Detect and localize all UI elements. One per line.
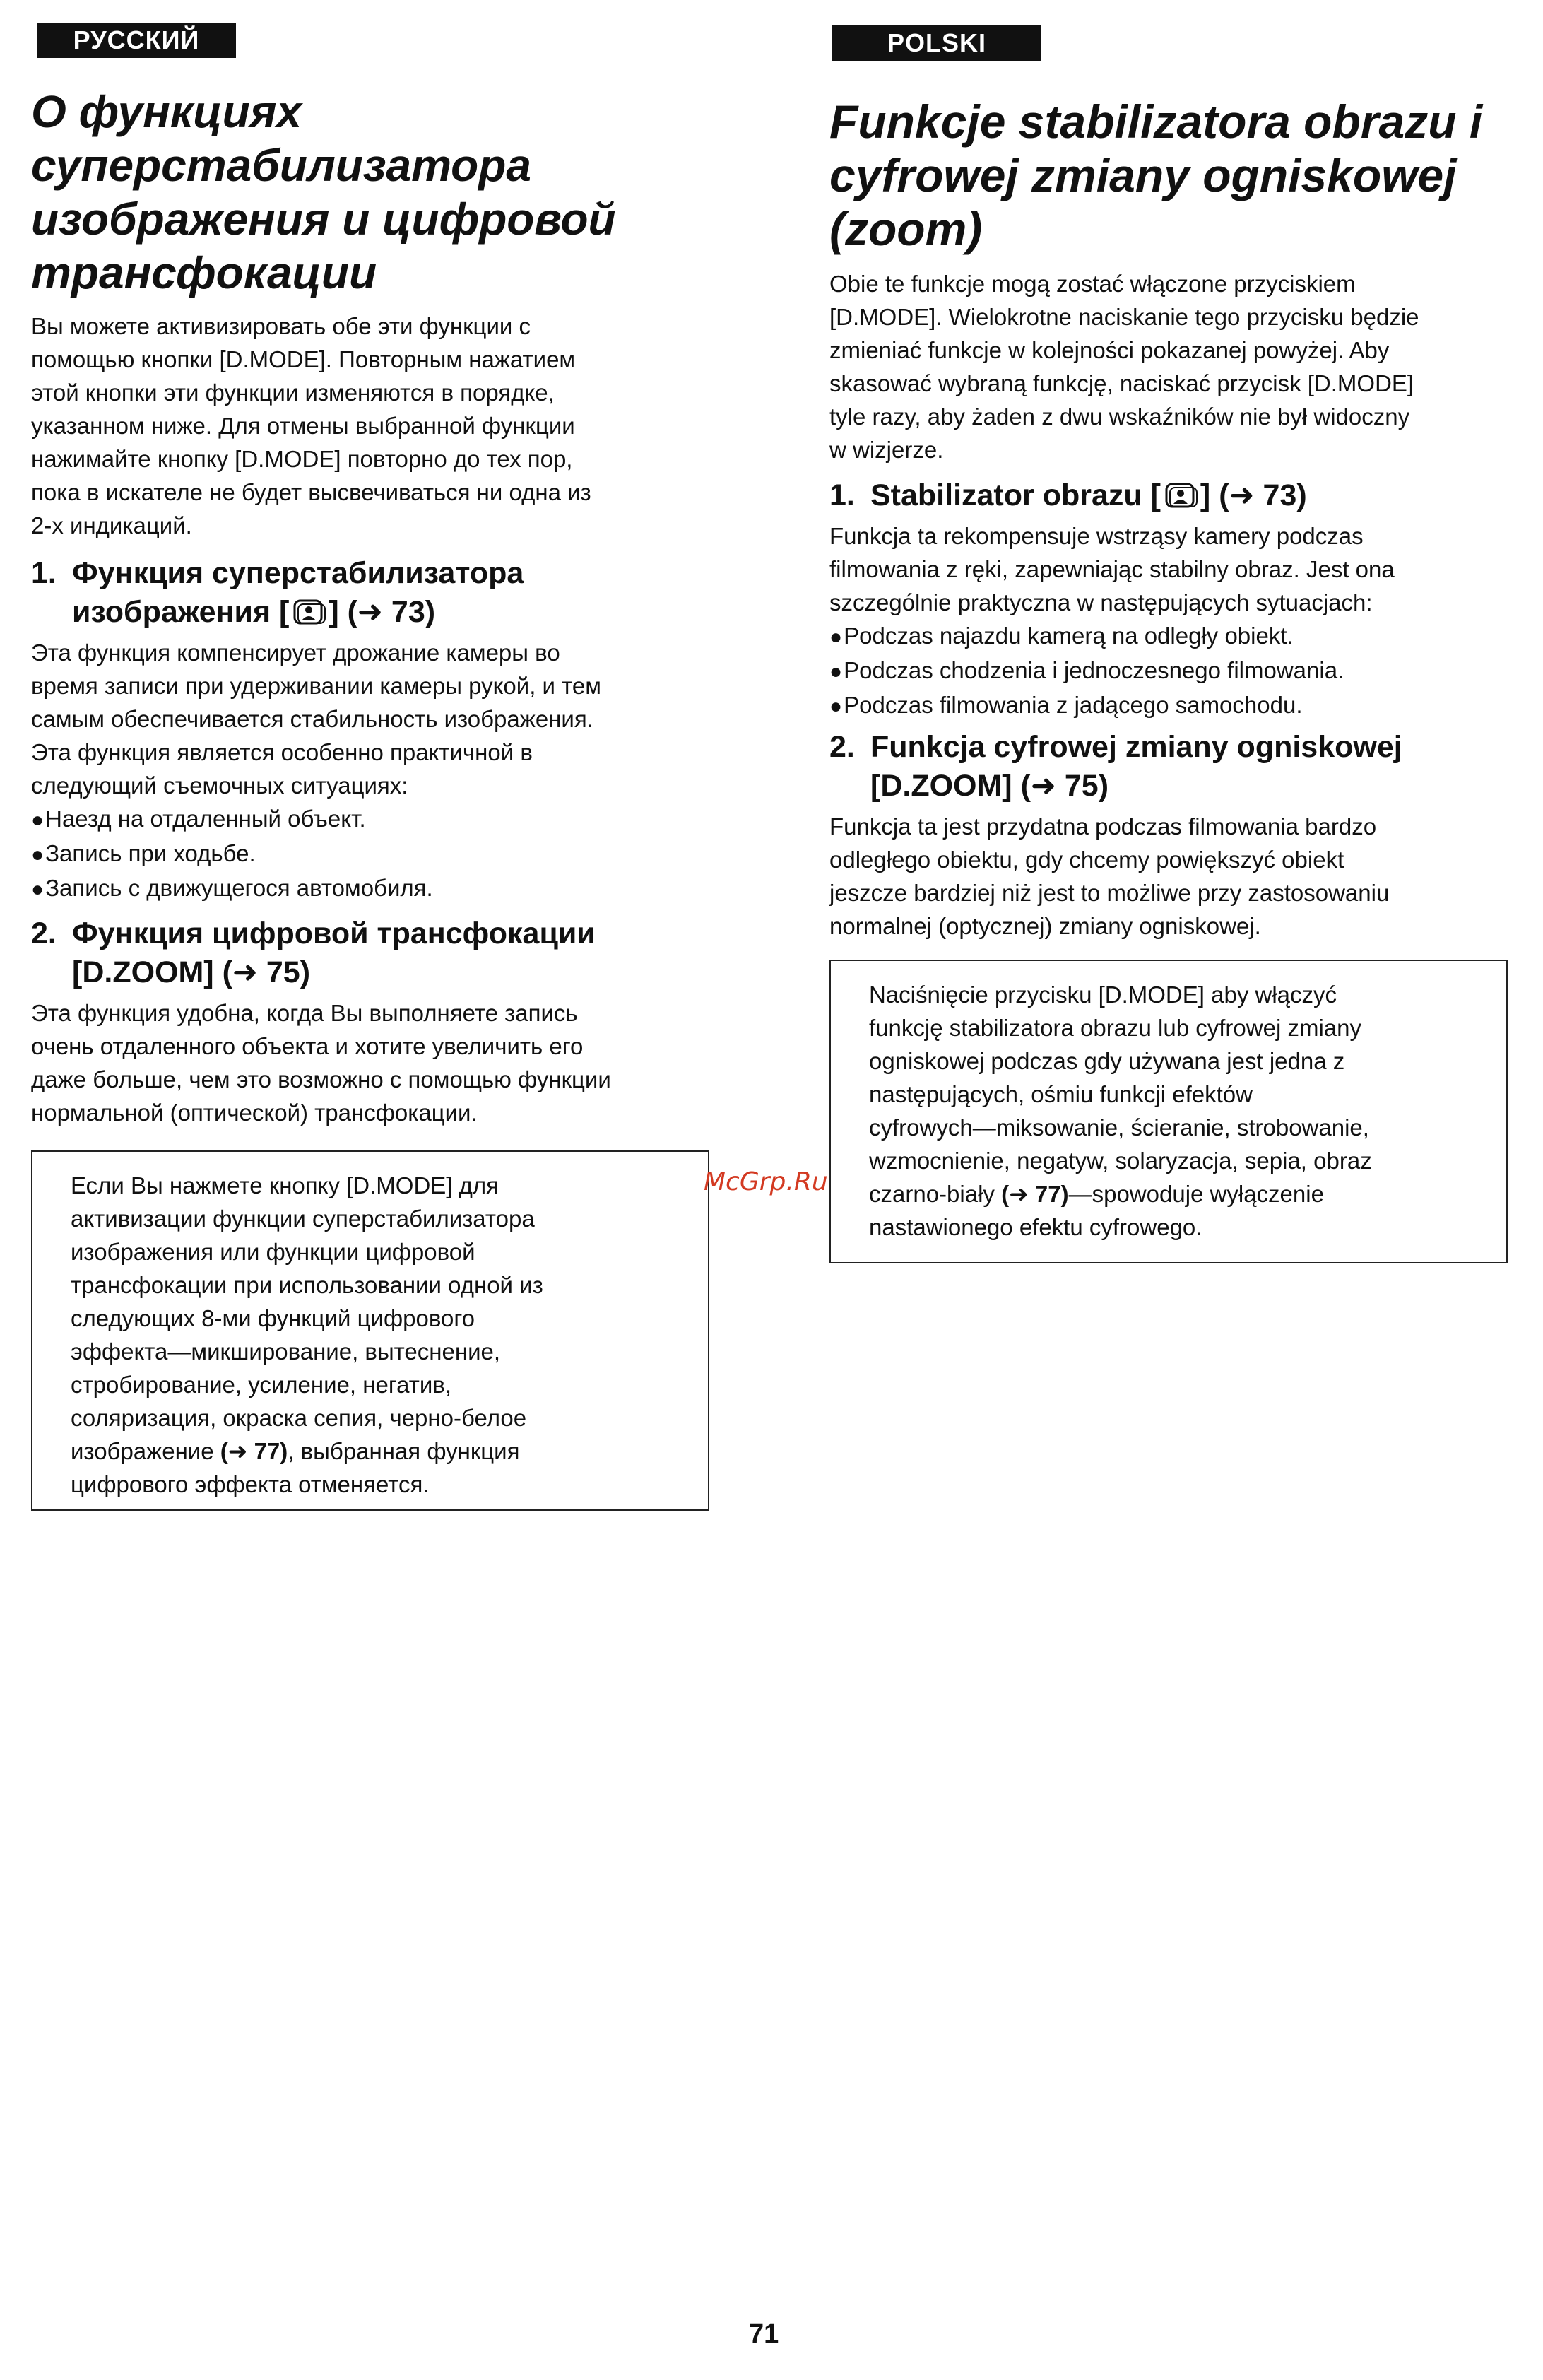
title-line: трансфокации <box>31 247 377 298</box>
heading-line: Stabilizator obrazu [ <box>870 478 1161 512</box>
title-line: cyfrowej zmiany ogniskowej <box>829 149 1457 201</box>
list-item <box>31 802 709 837</box>
text-line: nastawionego efektu cyfrowego. <box>869 1214 1202 1240</box>
text-line: следующий съемочных ситуациях: <box>31 772 408 799</box>
section-text <box>31 636 709 802</box>
bullet-dot: ● <box>829 625 843 649</box>
page-title-polish <box>829 95 1508 256</box>
list-item-text: Запись с движущегося автомобиля. <box>45 875 433 901</box>
list-item <box>829 688 1508 723</box>
language-tab-russian: РУССКИЙ ЯЗЫК <box>37 23 236 58</box>
note-box-polish <box>829 960 1508 1263</box>
bullet-dot: ● <box>31 878 45 901</box>
text-line: помощью кнопки [D.MODE]. Повторным нажатием <box>31 346 576 372</box>
section-stabilizer-russian <box>31 554 709 906</box>
text-line: jeszcze bardziej niż jest to możliwe przy zastosowaniu <box>829 880 1390 906</box>
section-heading <box>829 476 1508 515</box>
text-line: filmowania z ręki, zapewniając stabilny obraz. Jest ona <box>829 556 1395 582</box>
text-line: funkcję stabilizatora obrazu lub cyfrowej zmiany <box>869 1015 1361 1041</box>
text-line: указанном ниже. Для отмены выбранной функции <box>31 413 575 439</box>
text-line: Эта функция является особенно практичной в <box>31 739 533 765</box>
text-line: Эта функция компенсирует дрожание камеры во <box>31 640 560 666</box>
text-line: w wizjerze. <box>829 437 944 463</box>
intro-paragraph-polish <box>829 267 1508 466</box>
language-tab-polish: POLSKI <box>832 25 1041 61</box>
section-number: 1. <box>829 478 855 512</box>
text-line: następujących, ośmiu funkcji efektów <box>869 1081 1253 1107</box>
text-line: самым обеспечивается стабильность изображения. <box>31 706 593 732</box>
list-item-text: Podczas filmowania z jadącego samochodu. <box>844 692 1303 718</box>
intro-paragraph-russian <box>31 310 709 542</box>
section-dzoom-russian <box>31 914 709 1129</box>
text-line: этой кнопки эти функции изменяются в порядке, <box>31 379 555 406</box>
stabilizer-mode-icon <box>292 598 326 626</box>
text-line: wzmocnienie, negatyw, solaryzacja, sepia, obraz <box>869 1148 1372 1174</box>
text-line: Вы можете активизировать обе эти функции с <box>31 313 531 339</box>
text-line: изображения или функции цифровой <box>71 1239 475 1265</box>
list-item-text: Запись при ходьбе. <box>45 840 256 866</box>
bullet-list <box>829 619 1508 723</box>
text-line: соляризация, окраска сепия, черно-белое <box>71 1405 527 1431</box>
text-line: szczególnie praktyczna w następujących sytuacjach: <box>829 589 1373 615</box>
list-item <box>829 654 1508 688</box>
page-number: 71 <box>749 2319 779 2349</box>
bullet-dot: ● <box>31 808 45 832</box>
list-item-text: Podczas najazdu kamerą na odległy obiekt. <box>844 623 1294 649</box>
page-reference: (➜ 77) <box>1001 1181 1069 1207</box>
watermark: McGrp.Ru <box>704 1167 828 1196</box>
text-line: активизации функции суперстабилизатора <box>71 1206 535 1232</box>
title-line: Funkcje stabilizatora obrazu i <box>829 95 1483 148</box>
text-line: пока в искателе не будет высвечиваться ни одна из <box>31 479 591 505</box>
text-line: нажимайте кнопку [D.MODE] повторно до тех пор, <box>31 446 573 472</box>
text-line: следующих 8-ми функций цифрового <box>71 1305 475 1331</box>
section-heading <box>31 554 709 632</box>
title-line: О функциях <box>31 86 302 137</box>
text-line: cyfrowych—miksowanie, ścieranie, strobowanie, <box>869 1114 1369 1141</box>
bullet-list <box>31 802 709 906</box>
text-line: czarno-biały <box>869 1181 1002 1207</box>
text-line: tyle razy, aby żaden z dwu wskaźników nie był widoczny <box>829 403 1410 430</box>
text-line: Эта функция удобна, когда Вы выполняете запись <box>31 1000 578 1026</box>
section-number: 1. <box>31 556 57 590</box>
text-line: эффекта—микширование, вытеснение, <box>71 1338 501 1365</box>
heading-line: Funkcja cyfrowej zmiany ogniskowej <box>870 730 1402 764</box>
text-line: [D.MODE]. Wielokrotne naciskanie tego przycisku będzie <box>829 304 1419 330</box>
text-line: —spowoduje wyłączenie <box>1068 1181 1324 1207</box>
list-item-text: Podczas chodzenia i jednoczesnego filmowania. <box>844 657 1344 683</box>
bullet-dot: ● <box>829 695 843 718</box>
text-line: , выбранная функция <box>288 1438 520 1464</box>
text-line: 2-х индикаций. <box>31 512 192 538</box>
list-item <box>829 619 1508 654</box>
section-heading <box>829 728 1508 806</box>
section-heading <box>31 914 709 992</box>
text-line: Funkcja ta rekompensuje wstrząsy kamery podczas <box>829 523 1364 549</box>
text-line: skasować wybraną funkcję, naciskać przycisk [D.MODE] <box>829 370 1414 396</box>
text-line: normalnej (optycznej) zmiany ogniskowej. <box>829 913 1261 939</box>
page-reference: (➜ 77) <box>220 1438 288 1464</box>
heading-line: Функция цифровой трансфокации <box>72 917 596 950</box>
section-number: 2. <box>31 917 57 950</box>
text-line: Obie te funkcje mogą zostać włączone przyciskiem <box>829 271 1356 297</box>
stabilizer-mode-icon <box>1164 481 1198 509</box>
section-stabilizer-polish <box>829 476 1508 723</box>
list-item-text: Наезд на отдаленный объект. <box>45 806 366 832</box>
section-text <box>829 519 1508 619</box>
list-item <box>31 871 709 906</box>
section-dzoom-polish <box>829 728 1508 943</box>
text-line: ogniskowej podczas gdy używana jest jedna z <box>869 1048 1345 1074</box>
text-line: odległego obiektu, gdy chcemy powiększyć obiekt <box>829 847 1344 873</box>
text-line: Если Вы нажмете кнопку [D.MODE] для <box>71 1172 499 1198</box>
text-line: даже больше, чем это возможно с помощью функции <box>31 1066 611 1092</box>
heading-line: ] (➜ 73) <box>1200 478 1307 512</box>
text-line: изображение <box>71 1438 220 1464</box>
bullet-dot: ● <box>829 660 843 683</box>
title-line: суперстабилизатора <box>31 140 531 191</box>
text-line: Naciśnięcie przycisku [D.MODE] aby włączyć <box>869 982 1337 1008</box>
text-line: нормальной (оптической) трансфокации. <box>31 1100 478 1126</box>
text-line: цифрового эффекта отменяется. <box>71 1471 430 1497</box>
bullet-dot: ● <box>31 843 45 866</box>
section-number: 2. <box>829 730 855 764</box>
section-text <box>829 810 1508 943</box>
text-line: время записи при удерживании камеры рукой, и тем <box>31 673 601 699</box>
title-line: изображения и цифровой <box>31 194 616 245</box>
text-line: очень отдаленного объекта и хотите увеличить его <box>31 1033 584 1059</box>
heading-line: [D.ZOOM] (➜ 75) <box>870 769 1109 803</box>
text-line: zmieniać funkcje w kolejności pokazanej powyżej. Aby <box>829 337 1390 363</box>
heading-line: [D.ZOOM] (➜ 75) <box>72 955 311 989</box>
note-text <box>71 1169 673 1501</box>
heading-line: Функция суперстабилизатора <box>72 556 524 590</box>
text-line: Funkcja ta jest przydatna podczas filmowania bardzo <box>829 813 1377 840</box>
title-line: (zoom) <box>829 203 983 255</box>
page-title-russian <box>31 85 709 300</box>
text-line: трансфокации при использовании одной из <box>71 1272 543 1298</box>
heading-line: изображения [ <box>72 595 290 629</box>
heading-line: ] (➜ 73) <box>329 595 436 629</box>
section-text <box>31 996 709 1129</box>
note-text <box>869 978 1471 1244</box>
text-line: стробирование, усиление, негатив, <box>71 1372 452 1398</box>
list-item <box>31 837 709 871</box>
note-box-russian <box>31 1150 709 1511</box>
